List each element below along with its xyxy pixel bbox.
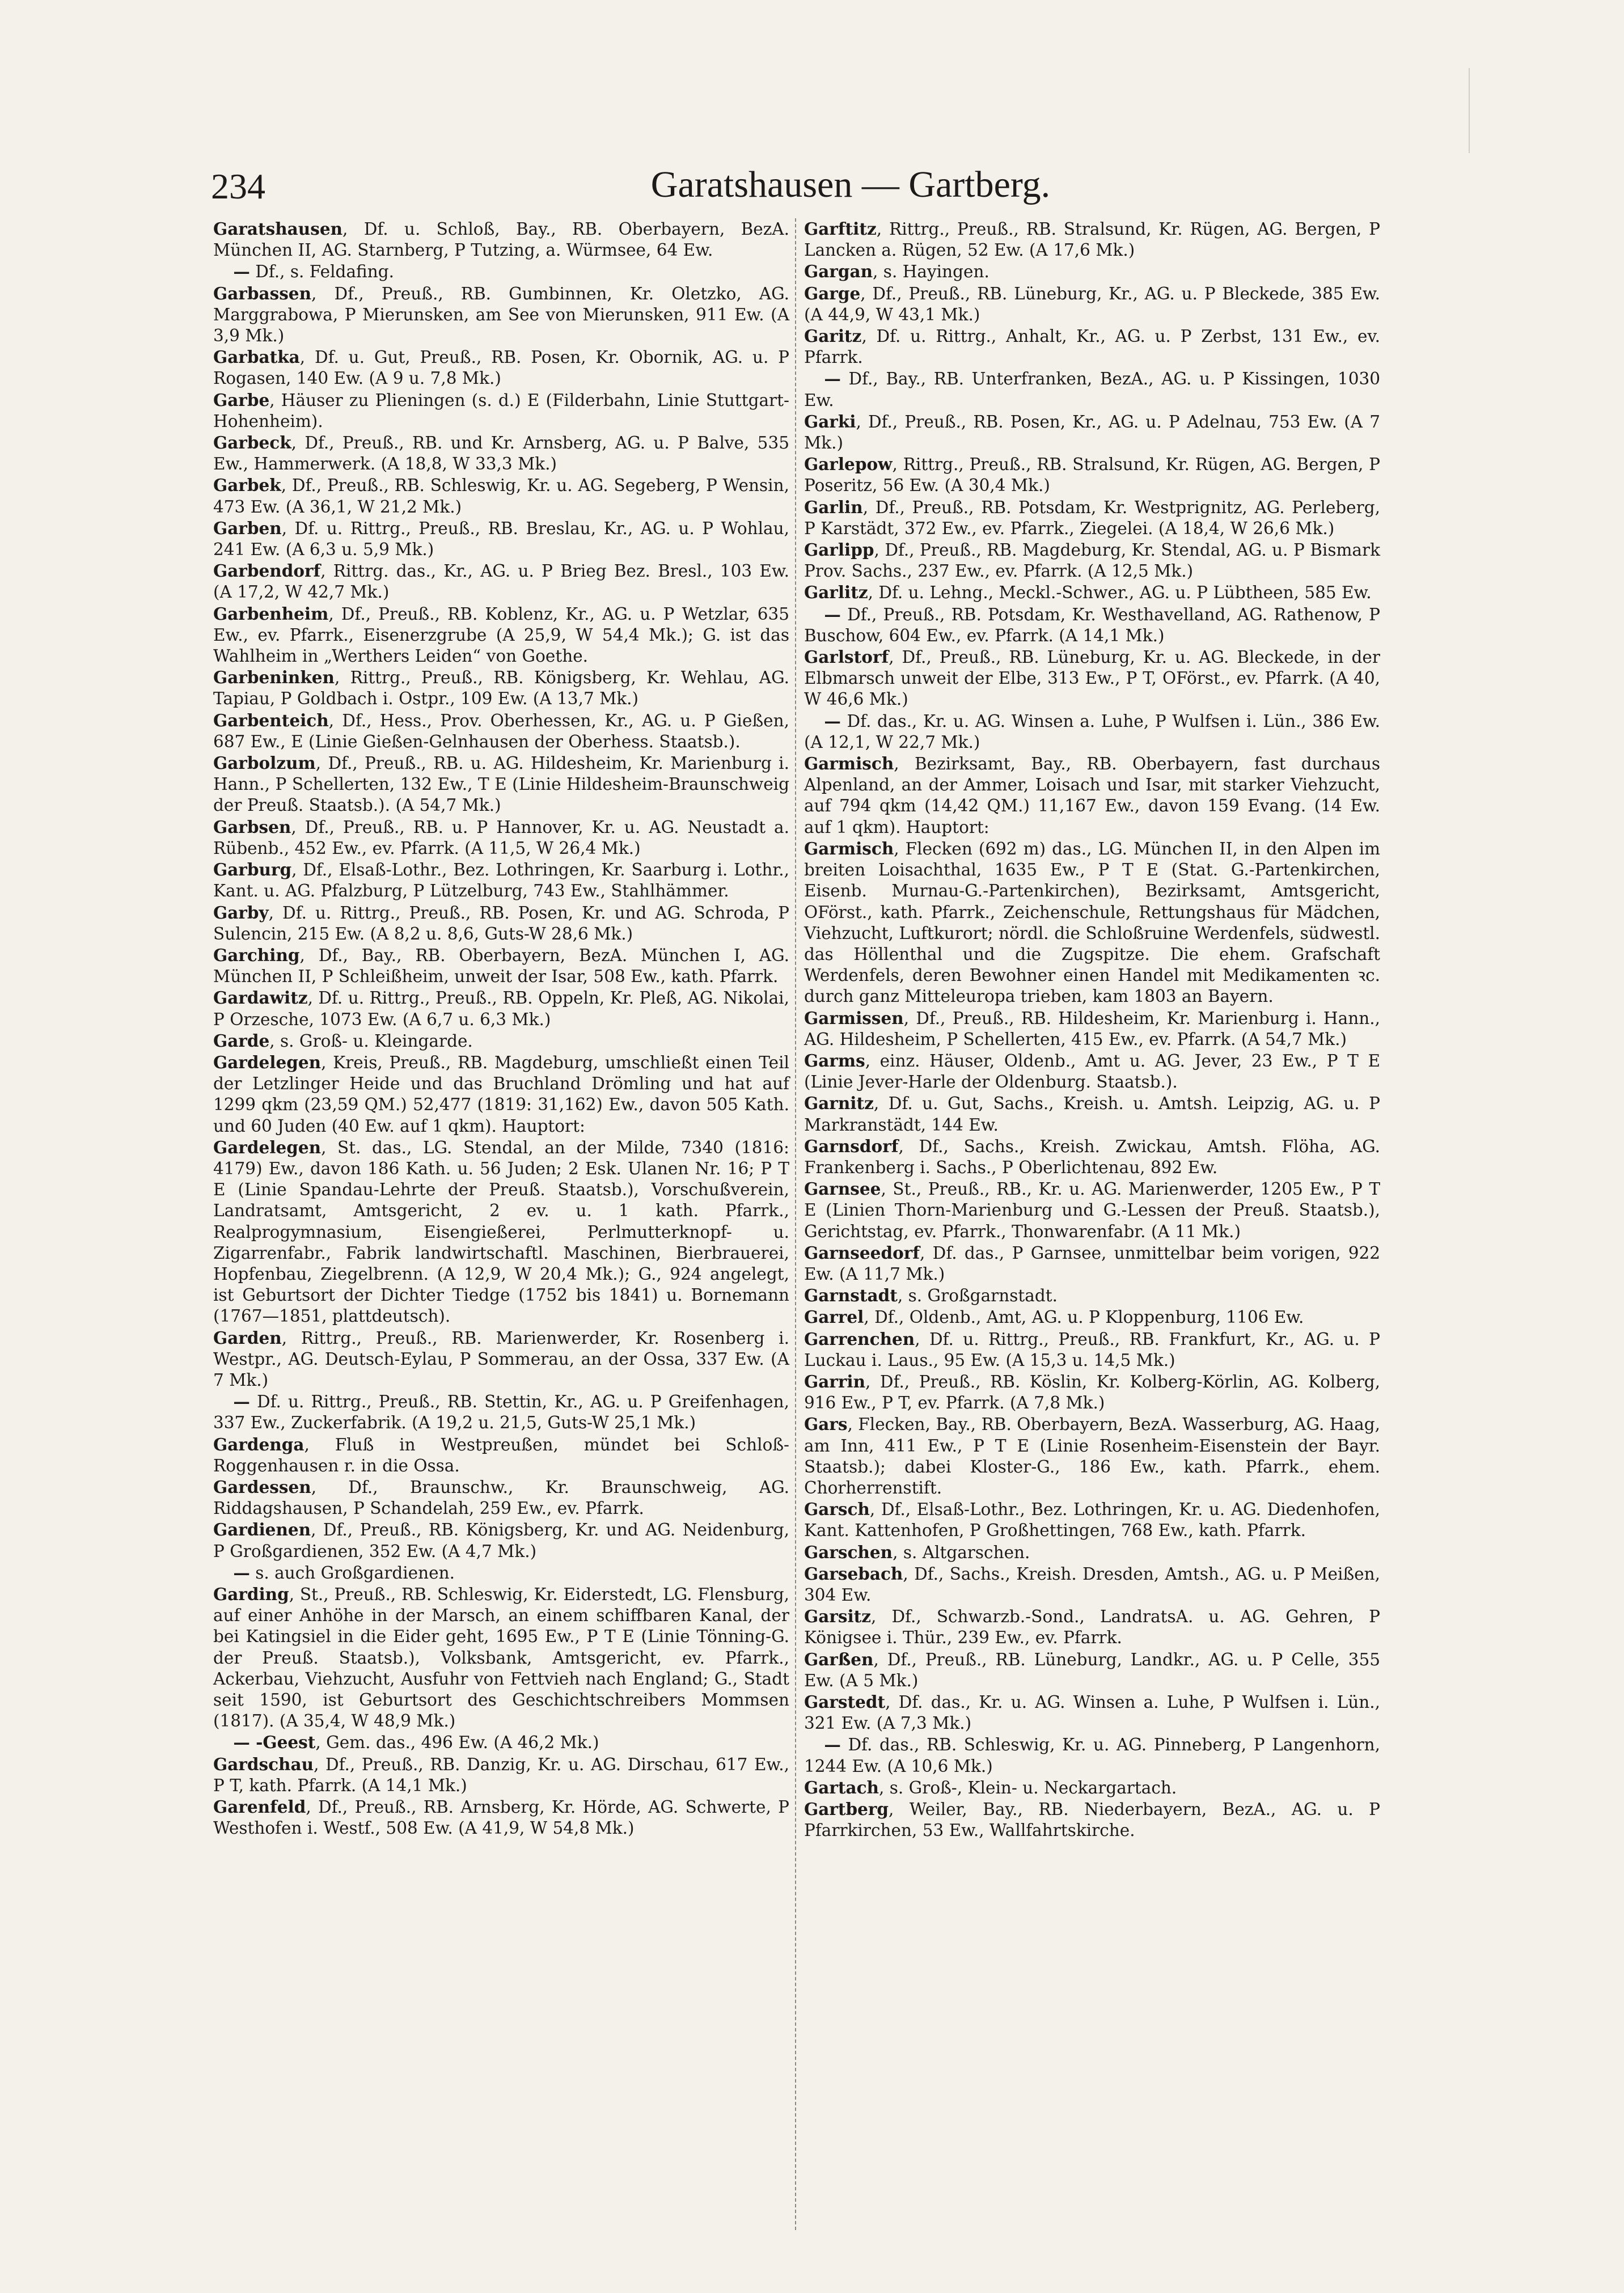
- entry-text: , Df., Preuß., RB. Danzig, Kr. u. AG. Dirschau, 617 Ew., P T, kath. Pfarrk. (A 14,1 Mk.): [213, 1754, 789, 1795]
- entry-headword: Gargan: [804, 261, 873, 282]
- entry-headword: Garlitz: [804, 582, 868, 603]
- entry-text: , Df., Sachs., Kreish. Zwickau, Amtsh. Flöha, AG. Frankenberg i. Sachs., P Oberlichtenau, 892 Ew.: [804, 1136, 1380, 1177]
- dictionary-entry: [804, 1799, 1380, 1841]
- entry-text: , Kreis, Preuß., RB. Magdeburg, umschließt einen Teil der Letzlinger Heide und das Bruchland Drömling und hat auf 1299 qkm (23,59 QM.) 52,477 (1819: 31,162) Ew., davon 505 Kath. und 60 Juden (40 Ew. auf 1 qkm). Hauptort:: [213, 1052, 789, 1136]
- dictionary-entry: [804, 539, 1380, 582]
- entry-headword: Garrel: [804, 1307, 864, 1327]
- dictionary-entry: [804, 261, 1380, 282]
- entry-text: , s. Groß- u. Kleingarde.: [269, 1031, 473, 1051]
- entry-headword: Gardschau: [213, 1754, 314, 1774]
- entry-text: , Df., Preuß., RB. Koblenz, Kr., AG. u. P Wetzlar, 635 Ew., ev. Pfarrk., Eisenerzgrube (A 25,9, W 54,4 Mk.); G. ist das Wahlheim in „Werthers Leiden“ von Goethe.: [213, 604, 789, 666]
- dictionary-entry: [213, 283, 789, 347]
- entry-headword: Garatshausen: [213, 219, 343, 239]
- entry-text: , Df., Preuß., RB. Potsdam, Kr. Westprignitz, AG. Perleberg, P Karstädt, 372 Ew., ev. Pfarrk., Ziegelei. (A 18,4, W 26,6 Mk.): [804, 497, 1380, 538]
- dictionary-entry: [804, 753, 1380, 838]
- entry-headword: Gardessen: [213, 1477, 311, 1497]
- dictionary-entry: [213, 475, 789, 517]
- entry-text: , Df., Preuß., RB. u. AG. Hildesheim, Kr. Marienburg i. Hann., P Schellerten, 132 Ew., T E (Linie Hildesheim-Braunschweig der Preuß. Staatsb.). (A 54,7 Mk.): [213, 754, 789, 815]
- entry-headword: Garki: [804, 411, 856, 431]
- dictionary-entry: [213, 1477, 789, 1519]
- entry-text: , Df. u. Rittrg., Preuß., RB. Oppeln, Kr. Pleß, AG. Nikolai, P Orzesche, 1073 Ew. (A 6,7 u. 6,3 Mk.): [213, 988, 789, 1029]
- entry-headword: Garden: [213, 1327, 282, 1348]
- entry-headword: —: [824, 369, 841, 389]
- dictionary-entry: [213, 1391, 789, 1433]
- dictionary-entry: [804, 497, 1380, 539]
- dictionary-entry: [213, 1732, 789, 1753]
- entry-text: , Rittrg., Preuß., RB. Marienwerder, Kr. Rosenberg i. Westpr., AG. Deutsch-Eylau, P Sommerau, an der Ossa, 337 Ew. (A 7 Mk.): [213, 1328, 789, 1390]
- dictionary-entry: [213, 1796, 789, 1839]
- entry-headword: Gars: [804, 1414, 848, 1435]
- dictionary-entry: [213, 710, 789, 752]
- dictionary-entry: [804, 1734, 1380, 1776]
- dictionary-entry: [804, 604, 1380, 646]
- entry-text: , Df., Preuß., RB. Schleswig, Kr. u. AG. Segeberg, P Wensin, 473 Ew. (A 36,1, W 21,2 Mk.): [213, 476, 789, 517]
- entry-headword: Gardienen: [213, 1520, 311, 1540]
- dictionary-entry: [804, 1649, 1380, 1691]
- entry-headword: Garnstadt: [804, 1285, 898, 1306]
- entry-text: Df. das., RB. Schleswig, Kr. u. AG. Pinneberg, P Langenhorn, 1244 Ew. (A 10,6 Mk.): [804, 1735, 1380, 1776]
- entry-headword: Garnsee: [804, 1179, 881, 1199]
- dictionary-entry: [804, 368, 1380, 411]
- dictionary-entry: [804, 411, 1380, 454]
- dictionary-entry: [804, 218, 1380, 261]
- entry-text: , Df., Bay., RB. Oberbayern, BezA. München I, AG. München II, P Schleißheim, unweit der Isar, 508 Ew., kath. Pfarrk.: [213, 945, 789, 987]
- entry-text: , Gem. das., 496 Ew. (A 46,2 Mk.): [315, 1733, 599, 1753]
- dictionary-entry: [804, 1499, 1380, 1541]
- dictionary-entry: [213, 752, 789, 816]
- dictionary-entry: [804, 1777, 1380, 1799]
- entry-headword: Garburg: [213, 860, 292, 880]
- dictionary-entry: [213, 603, 789, 667]
- entry-text: , Df. u. Rittrg., Preuß., RB. Frankfurt, Kr., AG. u. P Luckau i. Laus., 95 Ew. (A 15,3 u. 14,5 Mk.): [804, 1329, 1380, 1370]
- dictionary-entry: [804, 710, 1380, 753]
- dictionary-entry: [804, 1542, 1380, 1563]
- entry-text: s. auch Großgardienen.: [249, 1563, 455, 1583]
- entry-text: , Df. u. Gut, Sachs., Kreish. u. Amtsh. Leipzig, AG. u. P Markranstädt, 144 Ew.: [804, 1094, 1380, 1135]
- entry-text: , Flecken, Bay., RB. Oberbayern, BezA. Wasserburg, AG. Haag, am Inn, 411 Ew., P T E (Linie Rosenheim-Eisenstein der Bayr. Staatsb.); dabei Kloster-G., 186 Ew., kath. Pfarrk., ehem. Chorherrenstift.: [804, 1415, 1380, 1497]
- dictionary-entry: [213, 902, 789, 945]
- entry-text: , Df. das., Kr. u. AG. Winsen a. Luhe, P Wulfsen i. Lün., 321 Ew. (A 7,3 Mk.): [804, 1693, 1380, 1733]
- dictionary-entry: [804, 1414, 1380, 1499]
- entry-text: , s. Großgarnstadt.: [897, 1286, 1058, 1306]
- entry-headword: Garsch: [804, 1499, 870, 1520]
- entry-headword: —: [824, 1734, 841, 1755]
- entry-text: , Weiler, Bay., RB. Niederbayern, BezA., AG. u. P Pfarrkirchen, 53 Ew., Wallfahrtskirche.: [804, 1800, 1380, 1841]
- entry-headword: Garmisch: [804, 838, 894, 858]
- entry-text: , St. das., LG. Stendal, an der Milde, 7340 (1816: 4179) Ew., davon 186 Kath. u. 56 Juden; 2 Esk. Ulanen Nr. 16; P T E (Linie Spandau-Lehrte der Preuß. Staatsb.), Vorschußverein, Landratsamt, Amtsgericht, 2 ev. u. 1 kath. Pfarrk., Realprogymnasium, Eisengießerei, Perlmutterknopf- u. Zigarrenfabr., Fabrik landwirtschaftl. Maschinen, Bierbrauerei, Hopfenbau, Ziegelbrenn. (A 12,9, W 20,4 Mk.); G., 924 angelegt, ist Geburtsort der Dichter Tiedge (1752 bis 1841) u. Bornemann (1767—1851, plattdeutsch).: [213, 1137, 789, 1326]
- dictionary-entry: [213, 1584, 789, 1732]
- entry-headword: Garnitz: [804, 1093, 874, 1114]
- right-column: [804, 218, 1380, 1841]
- dictionary-entry: [804, 1008, 1380, 1050]
- dictionary-entry: [213, 859, 789, 902]
- entry-text: , Df. u. Rittrg., Preuß., RB. Breslau, Kr., AG. u. P Wohlau, 241 Ew. (A 6,3 u. 5,9 Mk.): [213, 518, 789, 560]
- dictionary-entry: [213, 1754, 789, 1796]
- entry-headword: Garge: [804, 283, 861, 303]
- entry-text: , Df., Preuß., RB. Hildesheim, Kr. Marienburg i. Hann., AG. Hildesheim, P Schellerten, 415 Ew., ev. Pfarrk. (A 54,7 Mk.): [804, 1008, 1380, 1049]
- dictionary-entry: [804, 1050, 1380, 1093]
- entry-headword: —: [824, 710, 841, 731]
- dictionary-entry: [213, 1327, 789, 1391]
- entry-text: , Df., Preuß., RB. Lüneburg, Landkr., AG. u. P Celle, 355 Ew. (A 5 Mk.): [804, 1649, 1380, 1690]
- entry-text: , Rittrg., Preuß., RB. Stralsund, Kr. Rügen, AG. Bergen, P Lancken a. Rügen, 52 Ew. (A 17,6 Mk.): [804, 219, 1380, 260]
- entry-headword: Garsebach: [804, 1563, 903, 1584]
- entry-headword: Garbatka: [213, 347, 300, 367]
- entry-text: , Df., Preuß., RB. Posen, Kr., AG. u. P Adelnau, 753 Ew. (A 7 Mk.): [804, 412, 1380, 453]
- entry-headword: Garching: [213, 945, 300, 965]
- entry-text: , Df., Preuß., RB. Königsberg, Kr. und AG. Neidenburg, P Großgardienen, 352 Ew. (A 4,7 Mk.): [213, 1520, 789, 1561]
- entry-headword: —: [233, 1562, 250, 1583]
- page-number: 234: [211, 166, 265, 206]
- entry-text: , Fluß in Westpreußen, mündet bei Schloß-Roggenhausen r. in die Ossa.: [213, 1435, 789, 1475]
- entry-headword: Garbeck: [213, 433, 291, 453]
- entry-text: , Rittrg., Preuß., RB. Stralsund, Kr. Rügen, AG. Bergen, P Poseritz, 56 Ew. (A 30,4 Mk.): [804, 455, 1380, 496]
- entry-headword: Garstedt: [804, 1692, 886, 1712]
- entry-text: , Df., Hess., Prov. Oberhessen, Kr., AG. u. P Gießen, 687 Ew., E (Linie Gießen-Gelnhausen der Oberhess. Staatsb.).: [213, 710, 789, 751]
- dictionary-entry: [804, 582, 1380, 603]
- entry-headword: —: [824, 604, 841, 624]
- dictionary-entry: [213, 987, 789, 1030]
- dictionary-entry: [804, 1691, 1380, 1734]
- column-divider: [795, 218, 797, 2230]
- dictionary-entry: [804, 1329, 1380, 1371]
- entry-text: , Df. u. Schloß, Bay., RB. Oberbayern, BezA. München II, AG. Starnberg, P Tutzing, a. Würmsee, 64 Ew.: [213, 219, 789, 260]
- entry-text: , Df., Preuß., RB. u. P Hannover, Kr. u. AG. Neustadt a. Rübenb., 452 Ew., ev. Pfarrk. (A 11,5, W 26,4 Mk.): [213, 817, 789, 858]
- entry-text: , Df., Preuß., RB. und Kr. Arnsberg, AG. u. P Balve, 535 Ew., Hammerwerk. (A 18,8, W 33,3 Mk.): [213, 433, 789, 474]
- entry-headword: Garlepow: [804, 454, 893, 475]
- entry-headword: Garnsdorf: [804, 1136, 899, 1156]
- entry-headword: Gardenga: [213, 1434, 304, 1454]
- dictionary-entry: [213, 667, 789, 709]
- entry-text: Df., Preuß., RB. Potsdam, Kr. Westhavelland, AG. Rathenow, P Buschow, 604 Ew., ev. Pfarrk. (A 14,1 Mk.): [804, 604, 1380, 645]
- entry-headword: Garbsen: [213, 816, 291, 837]
- entry-text: , Df., Sachs., Kreish. Dresden, Amtsh., AG. u. P Meißen, 304 Ew.: [804, 1564, 1380, 1605]
- entry-headword: Garbeninken: [213, 667, 335, 688]
- dictionary-entry: [804, 1242, 1380, 1285]
- entry-headword: Garby: [213, 902, 269, 923]
- entry-headword: Garschen: [804, 1542, 893, 1562]
- entry-text: , Df. u. Gut, Preuß., RB. Posen, Kr. Obornik, AG. u. P Rogasen, 140 Ew. (A 9 u. 7,8 Mk.): [213, 348, 789, 388]
- entry-text: , s. Altgarschen.: [893, 1542, 1030, 1562]
- dictionary-entry: [804, 838, 1380, 1008]
- entry-headword: Garben: [213, 518, 282, 538]
- entry-text: , Rittrg., Preuß., RB. Königsberg, Kr. Wehlau, AG. Tapiau, P Goldbach i. Ostpr., 109 Ew. (A 13,7 Mk.): [213, 668, 789, 709]
- left-column: [213, 218, 789, 1839]
- entry-text: , Df., Elsaß-Lothr., Bez. Lothringen, Kr. u. AG. Diedenhofen, Kant. Kattenhofen, P Großhettingen, 768 Ew., kath. Pfarrk.: [804, 1500, 1380, 1541]
- dictionary-entry: [213, 560, 789, 603]
- entry-text: Df., s. Feldafing.: [249, 262, 394, 282]
- entry-headword: Garbe: [213, 390, 270, 410]
- entry-headword: Garlipp: [804, 540, 874, 560]
- entry-text: , Df. u. Rittrg., Preuß., RB. Posen, Kr. und AG. Schroda, P Sulencin, 215 Ew. (A 8,2 u. 8,6, Guts-W 28,6 Mk.): [213, 903, 789, 944]
- entry-headword: Garlstorf: [804, 647, 889, 667]
- entry-text: Df., Bay., RB. Unterfranken, BezA., AG. u. P Kissingen, 1030 Ew.: [804, 369, 1380, 410]
- entry-headword: Garding: [213, 1584, 289, 1604]
- dictionary-entry: [804, 1563, 1380, 1606]
- entry-text: , St., Preuß., RB. Schleswig, Kr. Eiderstedt, LG. Flensburg, auf einer Anhöhe in der Marsch, an einem schiffbaren Kanal, der bei Katingsiel in die Eider geht, 1695 Ew., P T E (Linie Tönning-G. der Preuß. Staatsb.), Volksbank, Amtsgericht, ev. Pfarrk., Ackerbau, Viehzucht, Ausfuhr von Fettvieh nach England; G., Stadt seit 1590, ist Geburtsort des Geschichtschreibers Mommsen (1817). (A 35,4, W 48,9 Mk.): [213, 1585, 789, 1731]
- entry-headword: Gardawitz: [213, 988, 308, 1008]
- entry-headword: Garbendorf: [213, 561, 321, 581]
- entry-headword: Garmisch: [804, 754, 894, 774]
- entry-headword: Garrenchen: [804, 1329, 915, 1349]
- entry-headword: Garbek: [213, 475, 281, 496]
- dictionary-entry: [804, 1606, 1380, 1648]
- entry-text: , Df., Schwarzb.-Sond., LandratsA. u. AG. Gehren, P Königsee i. Thür., 239 Ew., ev. Pfarrk.: [804, 1607, 1380, 1648]
- dictionary-entry: [804, 646, 1380, 710]
- dictionary-entry: [804, 1371, 1380, 1414]
- entry-headword: —: [233, 1391, 250, 1412]
- dictionary-entry: [213, 1562, 789, 1584]
- entry-headword: Garms: [804, 1050, 865, 1071]
- entry-headword: Gartberg: [804, 1799, 889, 1820]
- dictionary-entry: [213, 816, 789, 859]
- running-title: Garatshausen — Gartberg.: [650, 164, 1051, 205]
- dictionary-entry: [804, 1178, 1380, 1242]
- dictionary-entry: [213, 261, 789, 282]
- dictionary-entry: [213, 945, 789, 987]
- entry-headword: Gardelegen: [213, 1137, 322, 1157]
- entry-headword: Garsitz: [804, 1606, 872, 1627]
- entry-headword: Gardelegen: [213, 1052, 322, 1072]
- entry-headword: —: [233, 261, 250, 282]
- dictionary-entry: [213, 518, 789, 560]
- dictionary-entry: [804, 1285, 1380, 1306]
- dictionary-entry: [213, 346, 789, 389]
- dictionary-entry: [213, 390, 789, 432]
- entry-headword: Garlin: [804, 497, 863, 517]
- entry-text: Df. das., Kr. u. AG. Winsen a. Luhe, P Wulfsen i. Lün., 386 Ew. (A 12,1, W 22,7 Mk.): [804, 711, 1380, 752]
- entry-headword: Garßen: [804, 1649, 874, 1669]
- entry-text: , einz. Häuser, Oldenb., Amt u. AG. Jever, 23 Ew., P T E (Linie Jever-Harle der Oldenburg. Staatsb.).: [804, 1051, 1380, 1092]
- entry-text: , Df., Elsaß-Lothr., Bez. Lothringen, Kr. Saarburg i. Lothr., Kant. u. AG. Pfalzburg, P Lützelburg, 743 Ew., Stahlhämmer.: [213, 860, 789, 901]
- dictionary-entry: [804, 283, 1380, 325]
- entry-text: , Df., Preuß., RB. Lüneburg, Kr., AG. u. P Bleckede, 385 Ew. (A 44,9, W 43,1 Mk.): [804, 284, 1380, 324]
- entry-text: , Rittrg. das., Kr., AG. u. P Brieg Bez. Bresl., 103 Ew. (A 17,2, W 42,7 Mk.): [213, 561, 789, 602]
- entry-text: , Df., Preuß., RB. Köslin, Kr. Kolberg-Körlin, AG. Kolberg, 916 Ew., P T, ev. Pfarrk. (A 7,8 Mk.): [804, 1372, 1380, 1413]
- dictionary-entry: [804, 1136, 1380, 1178]
- entry-headword: Garnseedorf: [804, 1242, 920, 1263]
- dictionary-entry: [213, 1434, 789, 1477]
- entry-text: , St., Preuß., RB., Kr. u. AG. Marienwerder, 1205 Ew., P T E (Linien Thorn-Marienburg und G.-Lessen der Preuß. Staatsb.), Gerichtstag, ev. Pfarrk., Thonwarenfabr. (A 11 Mk.): [804, 1179, 1380, 1241]
- entry-headword: Garbenheim: [213, 603, 329, 624]
- dictionary-entry: [804, 454, 1380, 496]
- entry-text: , Df., Preuß., RB. Lüneburg, Kr. u. AG. Bleckede, in der Elbmarsch unweit der Elbe, 313 Ew., P T, OFörst., ev. Pfarrk. (A 40, W 46,6 Mk.): [804, 648, 1380, 709]
- entry-headword: Garitz: [804, 326, 862, 346]
- entry-headword: Garbassen: [213, 283, 312, 303]
- entry-headword: Garrin: [804, 1371, 866, 1391]
- dictionary-entry: [804, 1093, 1380, 1135]
- entry-text: , Flecken (692 m) das., LG. München II, in den Alpen im breiten Loisachthal, 1635 Ew., P T E (Stat. G.-Partenkirchen, Eisenb. Murnau-G.-Partenkirchen), Bezirksamt, Amtsgericht, OFörst., kath. Pfarrk., Zeichenschule, Rettungshaus für Mädchen, Viehzucht, Luftkurort; nördl. die Schloßruine Werdenfels, südwestl. das Höllenthal und die Zugspitze. Die ehem. Grafschaft Werdenfels, deren Bewohner einen Handel mit Medikamenten ꝛc. durch ganz Mitteleuropa trieben, kam 1803 an Bayern.: [804, 839, 1380, 1006]
- margin-mark: [1469, 68, 1473, 153]
- entry-text: , Df. das., P Garnsee, unmittelbar beim vorigen, 922 Ew. (A 11,7 Mk.): [804, 1243, 1380, 1284]
- entry-text: , Bezirksamt, Bay., RB. Oberbayern, fast durchaus Alpenland, an der Ammer, Loisach und Isar, mit starker Viehzucht, auf 794 qkm (14,42 QM.) 11,167 Ew., davon 159 Evang. (14 Ew. auf 1 qkm). Hauptort:: [804, 754, 1380, 837]
- entry-headword: Garftitz: [804, 219, 877, 239]
- dictionary-entry: [213, 218, 789, 261]
- entry-text: , s. Groß-, Klein- u. Neckargartach.: [879, 1778, 1177, 1797]
- dictionary-entry: [804, 1306, 1380, 1328]
- entry-text: , Df., Braunschw., Kr. Braunschweig, AG. Riddagshausen, P Schandelah, 259 Ew., ev. Pfarrk.: [213, 1477, 789, 1518]
- dictionary-entry: [804, 325, 1380, 368]
- entry-headword: Garenfeld: [213, 1797, 306, 1817]
- entry-headword: Garbenteich: [213, 710, 329, 730]
- entry-text: , Df. u. Rittrg., Anhalt, Kr., AG. u. P Zerbst, 131 Ew., ev. Pfarrk.: [804, 327, 1380, 367]
- dictionary-entry: [213, 432, 789, 475]
- entry-text: , s. Hayingen.: [873, 262, 989, 282]
- dictionary-entry: [213, 1030, 789, 1052]
- dictionary-entry: [213, 1137, 789, 1327]
- entry-text: , Df., Preuß., RB. Magdeburg, Kr. Stendal, AG. u. P Bismark Prov. Sachs., 237 Ew., ev. Pfarrk. (A 12,5 Mk.): [804, 540, 1380, 581]
- entry-text: Df. u. Rittrg., Preuß., RB. Stettin, Kr., AG. u. P Greifenhagen, 337 Ew., Zuckerfabrik. (A 19,2 u. 21,5, Guts-W 25,1 Mk.): [213, 1392, 789, 1433]
- entry-headword: Gartach: [804, 1777, 879, 1797]
- entry-text: , Df., Preuß., RB. Gumbinnen, Kr. Oletzko, AG. Marggrabowa, P Mierunsken, am See von Mierunsken, 911 Ew. (A 3,9 Mk.): [213, 284, 789, 346]
- entry-text: , Häuser zu Plieningen (s. d.) E (Filderbahn, Linie Stuttgart-Hohenheim).: [213, 390, 789, 431]
- dictionary-entry: [213, 1519, 789, 1562]
- entry-headword: Garbolzum: [213, 753, 316, 773]
- dictionary-entry: [213, 1052, 789, 1137]
- entry-text: , Df., Preuß., RB. Arnsberg, Kr. Hörde, AG. Schwerte, P Westhofen i. Westf., 508 Ew. (A 41,9, W 54,8 Mk.): [213, 1797, 789, 1838]
- entry-headword: Garde: [213, 1030, 270, 1051]
- entry-text: , Df. u. Lehng., Meckl.-Schwer., AG. u. P Lübtheen, 585 Ew.: [868, 583, 1372, 603]
- entry-text: , Df., Oldenb., Amt, AG. u. P Kloppenburg, 1106 Ew.: [864, 1308, 1304, 1327]
- entry-headword: — -Geest: [233, 1732, 316, 1753]
- entry-headword: Garmissen: [804, 1008, 904, 1028]
